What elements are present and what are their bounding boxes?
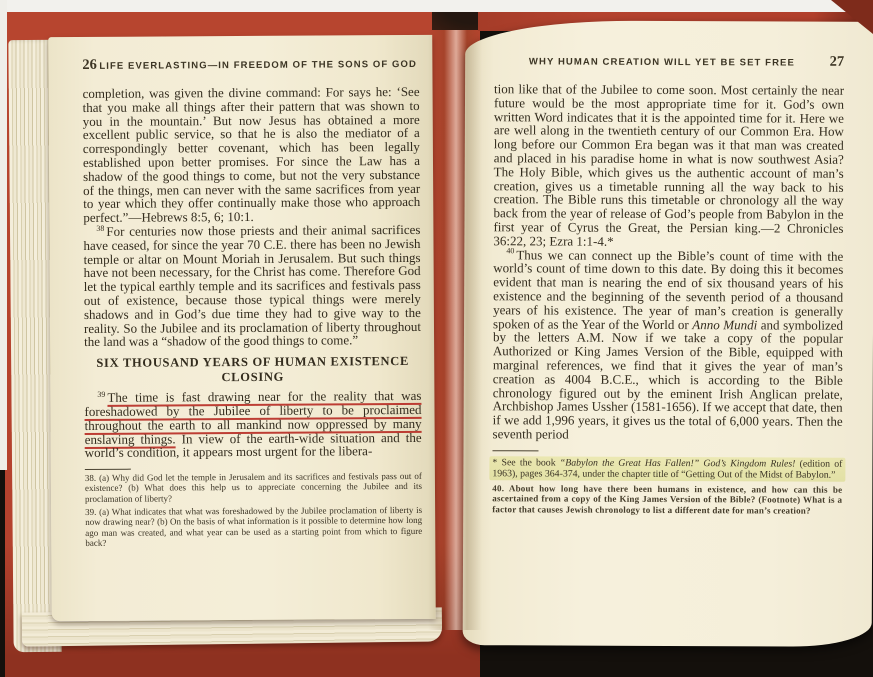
footnote-38: 38. (a) Why did God let the temple in Jerusalem and its sacrifices and festivals pass out of existence? (b) What does this help us to appreciate concerning the Jubilee and its proclamation of liberty? — [84, 471, 423, 504]
footnote-star-prefix: * See the book — [492, 456, 560, 469]
footnote-star-highlighted — [489, 456, 845, 482]
paragraph-40-text-b: and symbolized by the letters A.M. Now if we take a copy of the popular Authorized or King James Version of the Bible, equipped with marginal references, we find that it gives the year of man’s creation as 4004 B.C.E., which is according to the Bible chronology figured out by the eminent Irish Anglican prelate, Archbishop James Ussher (1581-1656). If we accept that date, then if we add 1,996 years, it gives us the total of 6,000 years. Then the seventh period — [492, 316, 844, 442]
paragraph-39-number: 39 — [97, 389, 106, 399]
footnote-40: 40. About how long have there been humans in existence, and how can this be ascertained from a copy of the King James Version of the Bible? (Footnote) What is a factor that causes Jewish chronology to list a different date for man’s creation? — [492, 483, 843, 516]
left-running-head-title: LIFE EVERLASTING—IN FREEDOM OF THE SONS OF GOD — [99, 58, 418, 72]
right-running-head — [494, 52, 844, 71]
paragraph-38-text: For centuries now those priests and their animal sacrifices have ceased, for since the year 70 C.E. there has been no Jewish temple or altar on Mount Moriah in Jerusalem. But such things have not been necessary, for the Christ has come. Therefore God let the typical earthly temple and its sacrifices and festivals pass out of existence, because those typical things were merely shadows and in God’s due time they had to give way to the reality. So the Jubilee and its proclamation of liberty throughout the land was a “shadow of the good things to come.” — [83, 221, 422, 350]
paragraph-38 — [83, 223, 421, 349]
anno-mundi-italic: Anno Mundi — [692, 316, 758, 332]
paragraph-continuation-left: completion, was given the divine command: For says he: ‘See that you make all things after their pattern that was shown to you in the mountain.’ But now Jesus has obtained a more excellent public service, so that he is also the mediator of a correspondingly better covenant, which has been legally established upon better promises. For since the Law has a shadow of the good things to come, but not the very substance of the things, men can never with the same sacrifices from year to year which they offer continually make those who approach perfect.”—Hebrews 8:5, 6; 10:1. — [82, 83, 421, 226]
footnote-star-book-title: “Babylon the Great Has Fallen!” God’s Kingdom Rules! — [559, 457, 796, 470]
right-page-number: 27 — [829, 53, 845, 70]
section-heading-line1: SIX THOUSAND YEARS OF HUMAN EXISTENCE — [96, 354, 410, 371]
paragraph-39 — [84, 389, 421, 460]
footnote-star-suffix: (edition of 1963), pages 364-374, under the chapter title of “Getting Out of the Midst of Babylon.” — [492, 458, 843, 481]
right-page — [463, 20, 873, 647]
paragraph-40-text-a: Thus we can connect up the Bible’s count of time with the world’s count of time down to this date. By doing this it becomes evident that man is nearing the end of six thousand years of his existence and the beginning of the seventh period of a thousand years of his existence. The year of man’s creation is generally spoken of as the Year of the World or — [493, 246, 844, 332]
scanner-edge-top — [0, 0, 848, 12]
paragraph-38-number: 38 — [96, 223, 105, 233]
paragraph-39-rest: In view of the earth-wide situation and the world’s condition, it appears most urgent for the libera- — [84, 429, 422, 461]
paragraph-40-number: 40 — [506, 246, 515, 256]
section-heading — [84, 354, 421, 386]
right-page-content — [492, 52, 845, 633]
footnote-rule — [85, 469, 131, 470]
scanner-edge-left — [0, 0, 7, 470]
paragraph-40 — [493, 248, 844, 443]
section-heading-line2: CLOSING — [221, 369, 285, 385]
paragraph-continuation-right: tion like that of the Jubilee to come soon. Most certainly the near future would be the most appropriate time for it. God’s own written Word indicates that it is the appointed time for it. Here we are well along in the twentieth century of our Common Era. How long before our Common Era began was it that man was created and placed in his paradise home in what is now southwest Asia? The Holy Bible, which gives us the authentic account of man’s creation, gives us a timetable running all the way back to his creation. The Bible runs this timetable or chronology all the way back from the year of release of God’s people from Babylon in the first year of Cyrus the Great, the Persian king.—2 Chronicles 36:22, 23; Ezra 1:1-4.* — [493, 81, 845, 249]
right-running-head-title: WHY HUMAN CREATION WILL YET BE SET FREE — [528, 56, 795, 69]
footnote-39: 39. (a) What indicates that what was foreshadowed by the Jubilee proclamation of liberty is now drawing near? (b) On the basis of what information is it possible to determine how long ago man was created, and what year can be used as a starting point from which to figure back? — [85, 504, 423, 548]
left-page-number: 26 — [82, 56, 97, 73]
left-running-head — [82, 55, 419, 74]
left-page — [48, 35, 436, 621]
footnote-rule-right — [492, 450, 538, 451]
red-pen-underline: The time is fast drawing near for the reality that was foreshadowed by the Jubilee of liberty to be proclaimed throughout the earth to all mankind now oppressed by many enslaving things. — [84, 388, 422, 447]
left-page-content — [82, 55, 422, 613]
